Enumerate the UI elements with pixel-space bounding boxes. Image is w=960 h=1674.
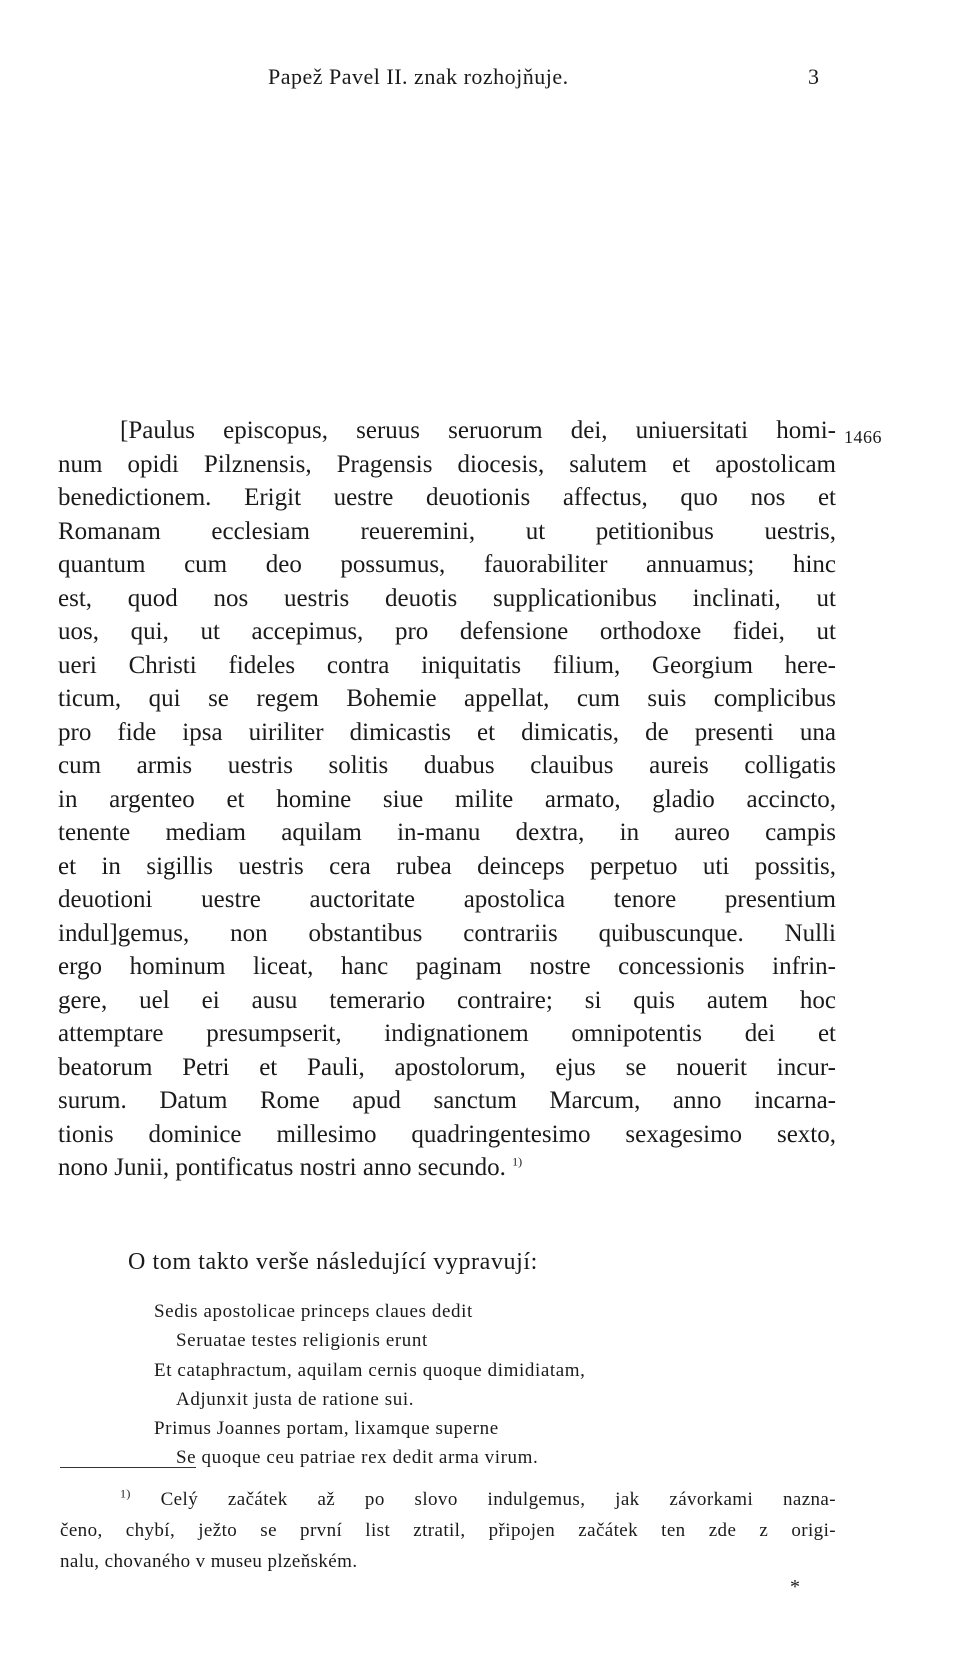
running-title: Papež Pavel II. znak rozhojňuje. <box>268 64 569 89</box>
verse-line: Sedis apostolicae princeps claues dedit <box>154 1301 473 1322</box>
latin-verses <box>154 1297 586 1473</box>
verse-line: Primus Joannes portam, lixamque superne <box>154 1418 499 1440</box>
text-line: ergo hominum liceat, hanc paginam nostre concessionis infrin- <box>58 953 836 980</box>
verse-line: Seruatae testes religionis erunt <box>176 1330 428 1352</box>
text-line: beatorum Petri et Pauli, apostolorum, ejus se nouerit incur- <box>58 1053 836 1081</box>
text-line: [Paulus episcopus, seruus seruorum dei, uniuersitati homi- <box>120 417 836 444</box>
text-line: Romanam ecclesiam reueremini, ut petitionibus uestris, <box>58 517 836 545</box>
text-line: gere, uel ei ausu temerario contraire; si quis autem hoc <box>58 986 836 1014</box>
text-line <box>58 1151 836 1185</box>
footnote-line: čeno, chybí, ježto se první list ztratil, připojen začátek ten zde z origi- <box>60 1520 836 1541</box>
text-line: uos, qui, ut accepimus, pro defensione orthodoxe fidei, ut <box>58 618 836 645</box>
footnote-line: nalu, chovaného v museu plzeňském. <box>60 1551 358 1572</box>
text-line: pro fide ipsa uiriliter dimicastis et dimicatis, de presenti una <box>58 718 836 746</box>
text-line: tenente mediam aquilam in-manu dextra, in aureo campis <box>58 819 836 846</box>
text-line: indul]gemus, non obstantibus contrariis quibuscunque. Nulli <box>58 919 836 947</box>
text-line: attemptare presumpserit, indignationem omnipotentis dei et <box>58 1020 836 1047</box>
text-line: et in sigillis uestris cera rubea deinceps perpetuo uti possitis, <box>58 852 836 880</box>
footnote-marker: 1) <box>120 1486 131 1501</box>
latin-charter-text <box>58 414 836 1185</box>
signature-mark: * <box>790 1576 800 1598</box>
text-line: ueri Christi fideles contra iniquitatis filium, Georgium here- <box>58 651 836 679</box>
verse-introduction: O tom takto verše následující vypravují: <box>128 1249 538 1275</box>
text-line: ticum, qui se regem Bohemie appellat, cum suis complicibus <box>58 685 836 712</box>
footnote-line <box>60 1484 836 1515</box>
verse-line: Se quoque ceu patriae rex dedit arma virum. <box>176 1447 539 1469</box>
footnote-divider <box>60 1467 196 1468</box>
text-line: tionis dominice millesimo quadringentesimo sexagesimo sexto, <box>58 1120 836 1148</box>
text-line: in argenteo et homine siue milite armato, gladio accincto, <box>58 785 836 813</box>
text-line: deuotioni uestre auctoritate apostolica tenore presentium <box>58 886 836 913</box>
text-line: num opidi Pilznensis, Pragensis diocesis, salutem et apostolicam <box>58 450 836 478</box>
footnote <box>60 1484 836 1577</box>
text-line: quantum cum deo possumus, fauorabiliter annuamus; hinc <box>58 551 836 578</box>
text-line-content: nono Junii, pontificatus nostri anno secundo. <box>58 1154 506 1181</box>
text-line: cum armis uestris solitis duabus clauibus aureis colligatis <box>58 752 836 779</box>
text-line: surum. Datum Rome apud sanctum Marcum, anno incarna- <box>58 1087 836 1114</box>
text-line: est, quod nos uestris deuotis supplicationibus inclinati, ut <box>58 584 836 612</box>
footnote-line-text: Celý začátek až po slovo indulgemus, jak závorkami nazna- <box>160 1489 836 1510</box>
margin-year-note: 1466 <box>844 427 882 447</box>
verse-line: Adjunxit justa de ratione sui. <box>176 1388 415 1410</box>
page-number: 3 <box>808 64 819 89</box>
verse-line: Et cataphractum, aquilam cernis quoque dimidiatam, <box>154 1359 586 1381</box>
text-line: benedictionem. Erigit uestre deuotionis affectus, quo nos et <box>58 484 836 511</box>
footnote-reference: 1) <box>512 1154 523 1169</box>
